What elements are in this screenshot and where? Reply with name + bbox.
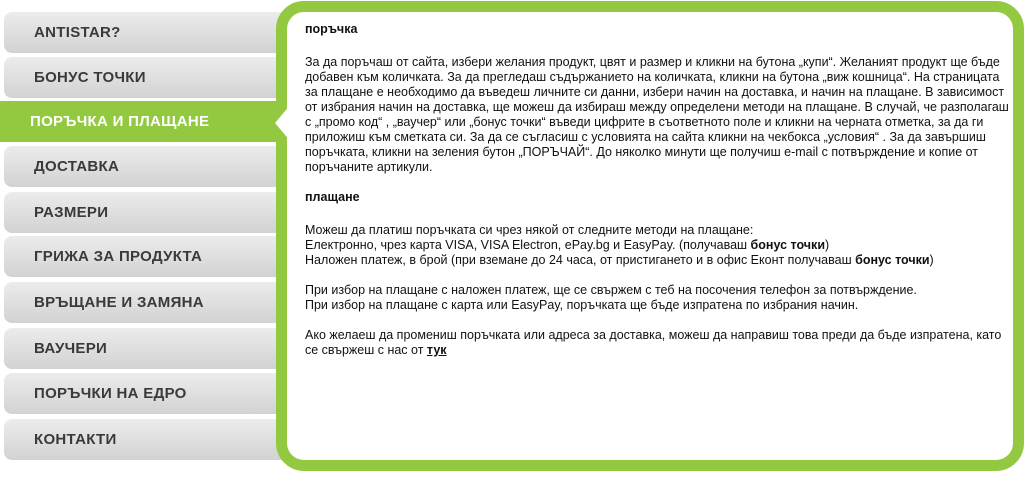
- change-order-text: Ако желаеш да промениш поръчката или адреса за доставка, можеш да направиш това преди да бъде изпратена, като се свържеш с нас от: [305, 328, 1002, 357]
- change-order-note: [305, 328, 1010, 358]
- nav-item-label: ВРЪЩАНЕ И ЗАМЯНА: [34, 294, 204, 311]
- nav-item-bonus-points[interactable]: [4, 57, 296, 98]
- nav-item-label: ANTISTAR?: [34, 24, 121, 41]
- nav-item-label: ПОРЪЧКИ НА ЕДРО: [34, 385, 187, 402]
- nav-item-contacts[interactable]: [4, 419, 296, 460]
- nav-item-antistar[interactable]: [4, 12, 296, 53]
- payment-heading: плащане: [305, 190, 360, 204]
- nav-item-returns-exchange[interactable]: [4, 282, 296, 323]
- nav-item-label: РАЗМЕРИ: [34, 204, 109, 221]
- nav-item-label: ДОСТАВКА: [34, 158, 120, 175]
- payment-cod-end: ): [929, 253, 934, 267]
- nav-item-wholesale[interactable]: [4, 373, 296, 414]
- nav-item-product-care[interactable]: [4, 236, 296, 277]
- payment-electronic: Електронно, чрез карта VISA, VISA Electron, ePay.bg и EasyPay. (получаваш: [305, 238, 751, 252]
- nav-item-label: БОНУС ТОЧКИ: [34, 69, 146, 86]
- contact-link[interactable]: тук: [426, 343, 447, 357]
- order-heading: поръчка: [305, 22, 358, 36]
- nav-item-delivery[interactable]: [4, 146, 296, 187]
- payment-intro: Можеш да платиш поръчката си чрез някой от следните методи на плащане:: [305, 223, 754, 237]
- nav-item-label: ПОРЪЧКА И ПЛАЩАНЕ: [30, 113, 210, 130]
- nav-item-vouchers[interactable]: [4, 328, 296, 369]
- bonus-points-label: бонус точки: [750, 238, 825, 252]
- payment-electronic-end: ): [825, 238, 830, 252]
- order-instructions: За да поръчаш от сайта, избери желания продукт, цвят и размер и кликни на бутона „купи“. Желаният продукт ще бъде добавен към количката. За да прегледаш съдържанието на количката, кликни на бутона „виж кошница“. На страницата за плащане е необходимо да въведеш личните си данни, избери начин на доставка, и начин на плащане. В зависимост от избрания начин на доставка, ще можеш да избираш между определени методи на плащане. В случай, че разполагаш с „промо код“ , „ваучер“ или „бонус точки“ въведи цифрите в съответното поле и кликни на черната отметка, за да ги приложиш към сметката си. За да се съгласиш с условията на сайта кликни на чекбокса „условия“ . За да завършиш поръчката, кликни на зеления бутон „ПОРЪЧАЙ“. До няколко минути ще получиш e-mail с потвърждение и копие от поръчаните артикули.: [305, 55, 1009, 174]
- nav-item-label: ВАУЧЕРИ: [34, 340, 108, 357]
- payment-methods: [305, 223, 1010, 268]
- sidebar-nav: [0, 0, 300, 479]
- payment-cod: Наложен платеж, в брой (при вземане до 24 часа, от пристигането и в офис Еконт получаваш: [305, 253, 856, 267]
- cod-note: При избор на плащане с наложен платеж, ще се свържем с теб на посочения телефон за потвърждение.: [305, 283, 917, 297]
- nav-item-label: КОНТАКТИ: [34, 431, 117, 448]
- nav-item-sizes[interactable]: [4, 192, 296, 233]
- active-pointer-arrow: [275, 104, 291, 142]
- nav-item-label: ГРИЖА ЗА ПРОДУКТА: [34, 248, 203, 265]
- bonus-points-label: бонус точки: [855, 253, 930, 267]
- card-note: При избор на плащане с карта или EasyPay, поръчката ще бъде изпратена по избрания начин.: [305, 298, 859, 312]
- nav-item-order-and-payment[interactable]: [0, 101, 300, 142]
- payment-notes: [305, 283, 1010, 313]
- content-body: [305, 22, 1010, 373]
